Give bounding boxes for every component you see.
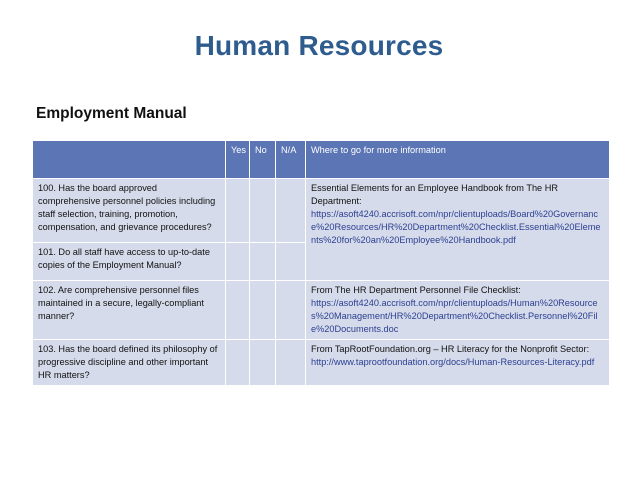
table-header-row [33,141,610,179]
info-cell [306,179,610,281]
info-text: From TapRootFoundation.org – HR Literacy for the Nonprofit Sector: [311,344,590,354]
question-cell: 103. Has the board defined its philosophy of progressive discipline and other important HR matters? [33,340,226,386]
info-link[interactable]: http://www.taprootfoundation.org/docs/Human-Resources-Literacy.pdf [311,357,595,367]
info-cell [306,281,610,340]
yes-cell[interactable] [226,281,250,340]
no-cell[interactable] [250,243,276,281]
question-cell: 101. Do all staff have access to up-to-date copies of the Employment Manual? [33,243,226,281]
table-row [33,340,610,386]
info-text: Essential Elements for an Employee Handbook from The HR Department: [311,183,558,206]
question-cell: 100. Has the board approved comprehensive personnel policies including staff selection, training, promotion, compensation, and grievance procedures? [33,179,226,243]
yes-cell[interactable] [226,243,250,281]
header-question [33,141,226,179]
info-text: From The HR Department Personnel File Checklist: [311,285,521,295]
na-cell[interactable] [276,179,306,243]
section-heading: Employment Manual [36,105,187,122]
na-cell[interactable] [276,340,306,386]
table-row [33,281,610,340]
yes-cell[interactable] [226,340,250,386]
hr-checklist-table [32,140,610,386]
table-row [33,179,610,243]
na-cell[interactable] [276,281,306,340]
yes-cell[interactable] [226,179,250,243]
question-cell: 102. Are comprehensive personnel files maintained in a secure, legally-compliant manner? [33,281,226,340]
header-na: N/A [276,141,306,179]
no-cell[interactable] [250,281,276,340]
info-cell [306,340,610,386]
header-yes: Yes [226,141,250,179]
info-link[interactable]: https://asoft4240.accrisoft.com/npr/clientuploads/Board%20Governance%20Resources/HR%20Department%20Checklist.Essential%20Elements%20for%20an%20Employee%20Handbook.pdf [311,209,601,245]
header-info: Where to go for more information [306,141,610,179]
info-link[interactable]: https://asoft4240.accrisoft.com/npr/clientuploads/Human%20Resources%20Management/HR%20Department%20Checklist.Personnel%20File%20Documents.doc [311,298,598,334]
no-cell[interactable] [250,340,276,386]
na-cell[interactable] [276,243,306,281]
no-cell[interactable] [250,179,276,243]
page-title: Human Resources [194,30,444,61]
header-no: No [250,141,276,179]
